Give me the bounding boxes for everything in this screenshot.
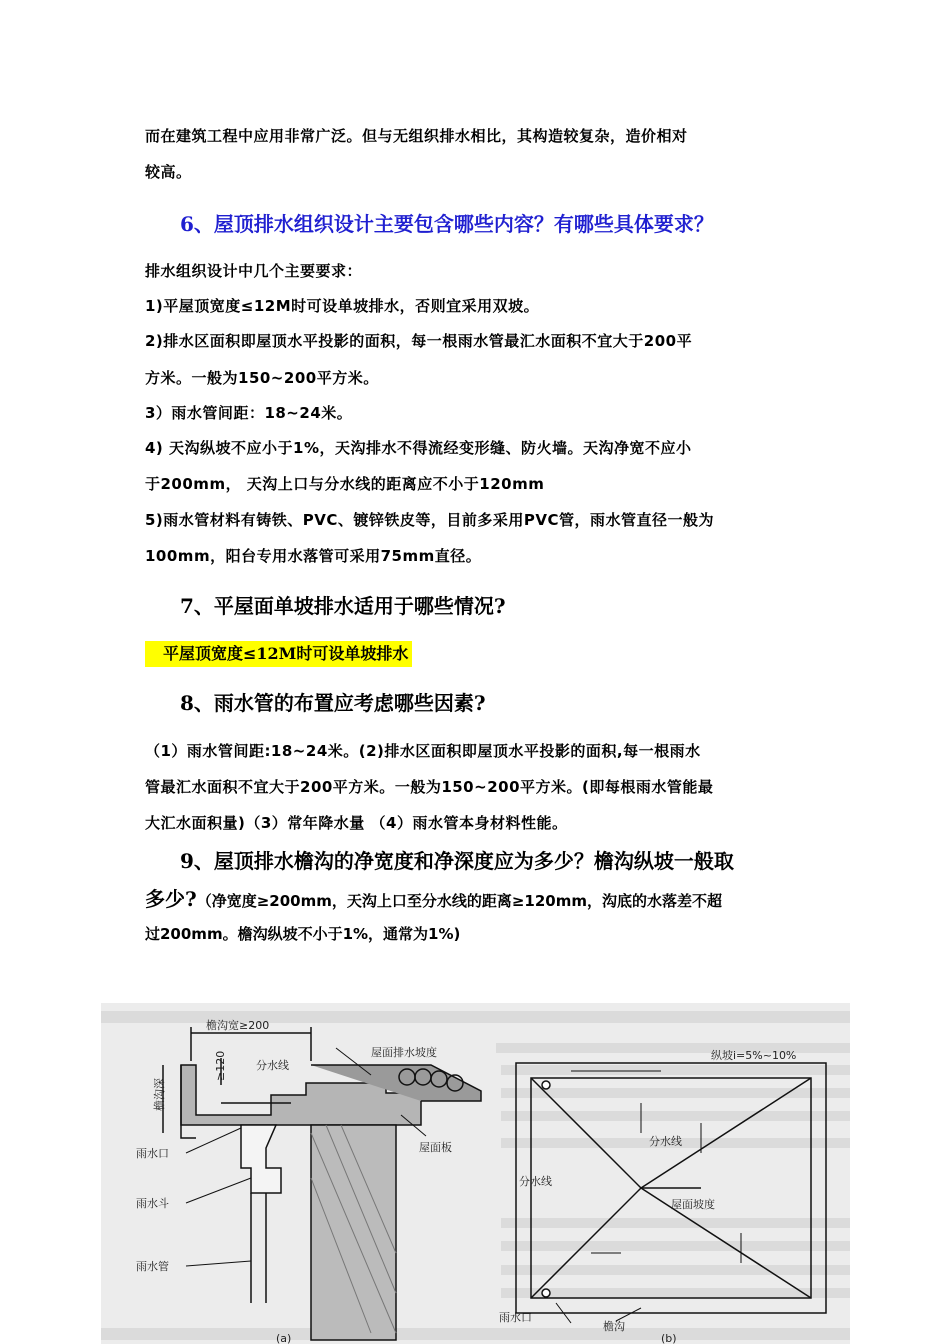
q6-line: 5)雨水管材料有铸铁、PVC、镀锌铁皮等，目前多采用PVC管，雨水管直径一般为 xyxy=(145,511,715,529)
question-6-heading: 6、屋顶排水组织设计主要包含哪些内容？有哪些具体要求？ xyxy=(180,212,714,236)
q6-line: 3）雨水管间距：18~24米。 xyxy=(145,404,353,422)
q6-line: 100mm，阳台专用水落管可采用75mm直径。 xyxy=(145,547,482,565)
q6-line: 4) 天沟纵坡不应小于1%，天沟排水不得流经变形缝、防火墙。天沟净宽不应小 xyxy=(145,439,692,457)
q6-line: 2)排水区面积即屋顶水平投影的面积，每一根雨水管最汇水面积不宜大于200平 xyxy=(145,332,693,350)
q9-answer-part2: 过200mm。檐沟纵坡不小于1%，通常为1%) xyxy=(145,925,461,943)
question-9-heading xyxy=(180,845,850,874)
figure-a-section xyxy=(163,1027,481,1340)
caption-b: (b) xyxy=(661,1332,677,1344)
q6-line: 于200mm， 天沟上口与分水线的距离应不小于120mm xyxy=(145,475,545,493)
label-ridge-a: 分水线 xyxy=(256,1059,289,1072)
label-outlet-a: 雨水口 xyxy=(136,1147,169,1160)
q8-line: 大汇水面积量)（3）常年降水量 （4）雨水管本身材料性能。 xyxy=(145,814,568,832)
label-hopper: 雨水斗 xyxy=(136,1197,169,1210)
q8-line: 管最汇水面积不宜大于200平方米。一般为150~200平方米。(即每根雨水管能最 xyxy=(145,778,714,796)
label-roof-slope: 屋面坡度 xyxy=(671,1198,715,1211)
question-8-heading: 8、雨水管的布置应考虑哪些因素? xyxy=(180,691,486,715)
question-9-line2 xyxy=(145,883,815,912)
q7-highlighted-answer: 平屋顶宽度≤12M时可设单坡排水 xyxy=(145,641,412,667)
paragraph-line: 较高。 xyxy=(145,163,192,181)
q6-line: 排水组织设计中几个主要要求： xyxy=(145,262,363,280)
label-gutter-depth: 檐沟深 xyxy=(153,1078,166,1111)
question-9-line3 xyxy=(145,923,815,944)
label-gradient: 纵坡i=5%~10% xyxy=(711,1049,797,1062)
q9-heading-part2: 多少? xyxy=(145,887,197,911)
figure-b-plan xyxy=(516,1063,826,1323)
label-gutter-width: 檐沟宽≥200 xyxy=(206,1019,270,1032)
q6-line: 方米。一般为150~200平方米。 xyxy=(145,369,379,387)
label-pipe: 雨水管 xyxy=(136,1260,169,1273)
label-ridge-b2: 分水线 xyxy=(519,1175,552,1188)
question-7-heading: 7、平屋面单坡排水适用于哪些情况? xyxy=(180,594,506,618)
paragraph-line: 而在建筑工程中应用非常广泛。但与无组织排水相比，其构造较复杂，造价相对 xyxy=(145,127,688,145)
q6-line: 1)平屋顶宽度≤12M时可设单坡排水，否则宜采用双坡。 xyxy=(145,297,540,315)
q9-answer-part1: （净宽度≥200mm，天沟上口至分水线的距离≥120mm，沟底的水落差不超 xyxy=(196,892,722,910)
gutter-drainage-figure xyxy=(101,1003,850,1344)
label-slope-a: 屋面排水坡度 xyxy=(371,1046,437,1059)
label-ridge-b1: 分水线 xyxy=(649,1135,682,1148)
label-roof-slab: 屋面板 xyxy=(419,1141,452,1154)
figure-drawing xyxy=(101,1003,850,1344)
label-outlet-b: 雨水口 xyxy=(499,1311,532,1324)
caption-a: (a) xyxy=(276,1332,292,1344)
label-dim-120: ≥120 xyxy=(214,1050,227,1081)
q8-line: （1）雨水管间距:18~24米。(2)排水区面积即屋顶水平投影的面积,每一根雨水 xyxy=(145,742,701,760)
label-gutter-b: 檐沟 xyxy=(603,1320,625,1333)
q9-heading-part1: 9、屋顶排水檐沟的净宽度和净深度应为多少？檐沟纵坡一般取 xyxy=(180,849,734,873)
